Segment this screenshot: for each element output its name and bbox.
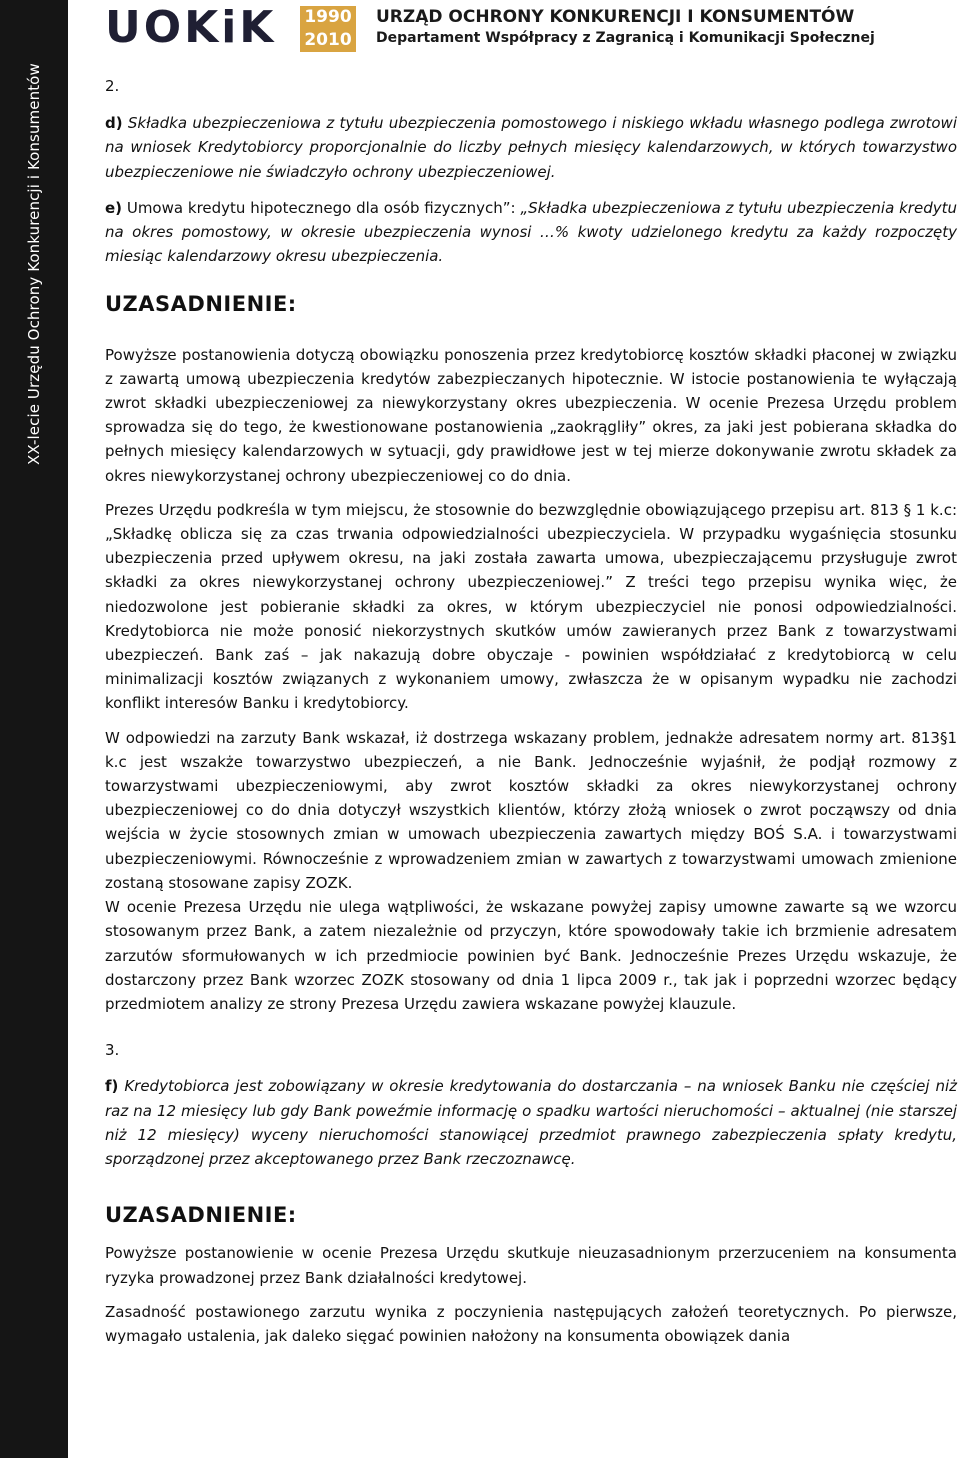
- uokik-logo: [105, 4, 276, 52]
- logo-text: UOKiK: [105, 2, 277, 53]
- paragraph: W ocenie Prezesa Urzędu nie ulega wątpliwości, że wskazane powyżej zapisy umowne zawarte są we wzorcu stosowanym przez Bank, a zatem niezależnie od przyczyn, które spowodowały takie ich brzmienie adresatem zarzutów sformułowanych w ich przedmiocie powinien być Bank. Jednocześnie Prezes Urzędu wskazuje, że dostarczony przez Bank wzorzec ZOZK stosowany od dnia 1 lipca 2009 r., tak jak i poprzedni wzorzec będący przedmiotem analizy ze strony Prezesa Urzędu zawiera wskazane powyżej klauzule.: [105, 898, 957, 1013]
- paragraph: Powyższe postanowienia dotyczą obowiązku ponoszenia przez kredytobiorcę kosztów składki płaconej w związku z zawartą umową ubezpieczenia kredytów zabezpieczanych hipotecznie. W istocie postanowienia te wyłączają zwrot składki ubezpieczeniowej za niewykorzystany okres ubezpieczenia. W ocenie Prezesa Urzędu problem sprowadza się do tego, że kwestionowane postanowienia „zaokrągliły” okres, za jaki jest pobierana składka do pełnych miesięcy kalendarzowych w sytuacji, gdy prawidłowe jest w tej mierze dokonywanie zwrotu składek za okres niewykorzystanej ochrony ubezpieczeniowej co do dnia.: [105, 345, 957, 485]
- paragraph: Zasadność postawionego zarzutu wynika z poczynienia następujących założeń teoretycznych. Po pierwsze, wymagało ustalenia, jak daleko sięgać powinien nałożony na konsumenta obowiązek dania: [105, 1302, 957, 1345]
- anniversary-badge: [300, 6, 356, 52]
- clause-label: d): [105, 114, 123, 133]
- header-titles: [376, 6, 875, 48]
- department-name: Departament Współpracy z Zagranicą i Komunikacji Społecznej: [376, 30, 875, 46]
- clause-label: e): [105, 198, 123, 217]
- paragraph: W odpowiedzi na zarzuty Bank wskazał, iż dostrzega wskazany problem, jednakże adresatem normy art. 813§1 k.c jest wszakże towarzystwo ubezpieczeń, a nie Bank. Jednocześnie wyjaśnił, że podjął rozmowy z towarzystwami ubezpieczeniowymi, aby zwrot kosztów składki za okres niewykorzystanej ochrony ubezpieczeniowej co do dnia dotyczył wszystkich klientów, którzy złożą wniosek o zwrot począwszy od dnia wejścia w życie stosownych zmian w umowach ubezpieczenia zawartych między BOŚ S.A. i towarzystwami ubezpieczeniowymi. Równocześnie z wprowadzeniem zmian w zawartych z towarzystwami umowach zmienione zostaną stosowane zapisy ZOZK.: [105, 728, 957, 892]
- sidebar-anniversary-text: XX-lecie Urzędu Ochrony Konkurencji i Konsumentów: [25, 63, 43, 465]
- clause-d: [105, 111, 957, 184]
- clause-text: Umowa kredytu hipotecznego dla osób fizycznych”:: [126, 198, 516, 217]
- clause-text: Składka ubezpieczeniowa z tytułu ubezpieczenia pomostowego i niskiego wkładu własnego podlega zwrotowi na wniosek Kredytobiorcy proporcjonalnie do liczby pełnych miesięcy kalendarzowych, w których towarzystwo ubezpieczeniowe nie świadczyło ochrony ubezpieczeniowej.: [105, 114, 957, 181]
- document-body: [105, 72, 957, 1348]
- paragraph: Powyższe postanowienie w ocenie Prezesa Urzędu skutkuje nieuzasadnionym przerzuceniem na konsumenta ryzyka prowadzonej przez Bank działalności kredytowej.: [105, 1244, 957, 1287]
- section-number: 2.: [105, 77, 120, 95]
- clause-label: f): [105, 1077, 119, 1096]
- office-name: URZĄD OCHRONY KONKURENCJI I KONSUMENTÓW: [376, 7, 855, 27]
- clause-quote: „Składka ubezpieczeniowa z tytułu ubezpieczenia kredytu na okres pomostowy, w okresie ubezpieczenia wynosi …% kwoty udzielonego kredytu za każdy rozpoczęty miesiąc kalendarzowy okresu ubezpieczenia.: [105, 198, 957, 266]
- section-heading: UZASADNIENIE:: [105, 1203, 297, 1228]
- section-heading: UZASADNIENIE:: [105, 292, 297, 317]
- clause-e: [105, 196, 957, 269]
- clause-f: [105, 1074, 957, 1171]
- paragraph: Prezes Urzędu podkreśla w tym miejscu, że stosownie do bezwzględnie obowiązującego przepisu art. 813 § 1 k.c: „Składkę oblicza się za czas trwania odpowiedzialności ubezpieczyciela. W przypadku wygaśnięcia stosunku ubezpieczenia przed upływem okresu, na jaki została zawarta umowa, ubezpieczającemu przysługuje zwrot składki za okres niewykorzystanej ochrony ubezpieczeniowej.” Z treści tego przepisu wynika więc, że niedozwolone jest pobieranie składki za okres, w którym ubezpieczyciel nie ponosi odpowiedzialności. Kredytobiorca nie może ponosić niekorzystnych skutków umów zawieranych przez Bank z towarzystwami ubezpieczeń. Bank zaś – jak nakazują dobre obyczaje - powinien współdziałać z kredytobiorcą w celu minimalizacji kosztów związanych z wykonaniem umowy, zwłaszcza że w opisanym wypadku nie zachodzi konflikt interesów Banku i kredytobiorcy.: [105, 500, 957, 713]
- section-number: 3.: [105, 1041, 120, 1060]
- clause-text: Kredytobiorca jest zobowiązany w okresie kredytowania do dostarczania – na wniosek Banku nie częściej niż raz na 12 miesięcy lub gdy Bank poweźmie informację o spadku wartości nieruchomości – aktualnej (nie starszej niż 12 miesięcy) wyceny nieruchomości stanowiącej przedmiot prawnego zabezpieczenia spłaty kredytu, sporządzonej przez akceptowanego przez Bank rzeczoznawcę.: [105, 1077, 957, 1168]
- year-start: 1990: [304, 7, 352, 27]
- sidebar-band: [0, 0, 68, 1458]
- page-header: [105, 4, 960, 54]
- year-end: 2010: [304, 30, 352, 50]
